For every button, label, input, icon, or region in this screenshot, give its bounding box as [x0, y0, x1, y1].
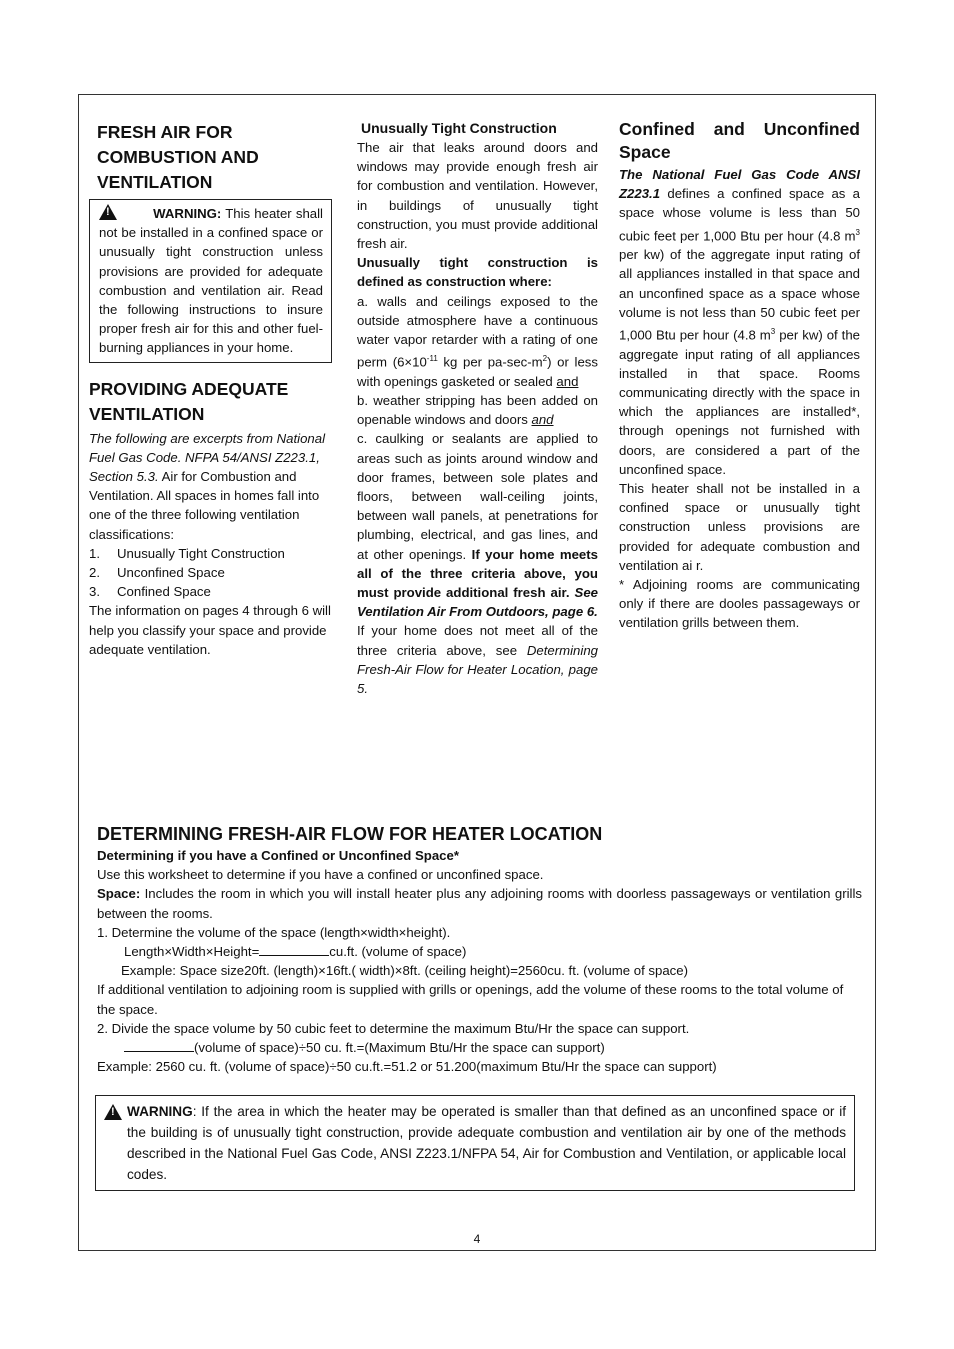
- bottom-warning-box: [95, 1095, 855, 1191]
- heading-confined-space: Confined and Unconfined Space: [619, 119, 860, 162]
- column-right: [619, 118, 860, 633]
- page-number: 4: [473, 1232, 481, 1246]
- criterion-c: c. caulking or sealants are applied to areas such as joints around window and door frames, between sole plates and floors, between wall-ceiling joints, between wall panels, at penetrations for plumbing, electrical, and gas lines, and at other openings. If your home meets all of the three criteria above, you must provide additional fresh air. See Ventilation Air From Outdoors, page 6.: [357, 431, 598, 620]
- heading-fresh-air: FRESH AIR FOR COMBUSTION AND VENTILATION: [97, 122, 259, 192]
- worksheet-intro: Use this worksheet to determine if you have a confined or unconfined space.: [97, 867, 544, 883]
- criterion-b: b. weather stripping has been added on openable windows and doors and: [357, 393, 598, 428]
- blank-line: [124, 1039, 194, 1052]
- worksheet-section: [97, 822, 862, 1076]
- list-item: 3. Confined Space: [89, 584, 211, 600]
- space-definition: Space: Includes the room in which you will install heater plus any adjoining rooms with doorless passageways or ventilation grills between the rooms.: [97, 886, 862, 921]
- final-paragraph: If your home does not meet all of the three criteria above, see Determining Fresh-Air Flow for Heater Location, page 5.: [357, 623, 598, 697]
- column-left: [89, 120, 332, 659]
- step-1: 1. Determine the volume of the space (length×width×height).: [97, 924, 451, 940]
- step-1-example: Example: Space size20ft. (length)×16ft.( width)×8ft. (ceiling height)=2560cu. ft. (volume of space): [121, 963, 688, 979]
- bottom-warning-text: WARNING: If the area in which the heater may be operated is smaller than that defined as an unconfined space or if the building is of unusually tight construction, provide adequate combustion and ventilation air by one of the methods described in the National Fuel Gas Code, ANSI Z223.1/NFPA 54, Air for Combustion and Ventilation, or applicable local codes.: [127, 1104, 846, 1182]
- intro-italic: The following are excerpts from National Fuel Gas Code. NFPA 54/ANSI Z223.1, Section 5.3.: [89, 430, 326, 485]
- list-item: 2. Unconfined Space: [89, 565, 225, 581]
- step-2-example: Example: 2560 cu. ft. (volume of space)÷50 cu.ft.=51.2 or 51.200(maximum Btu/Hr the space can support): [97, 1059, 717, 1075]
- warning-triangle-icon: [99, 204, 117, 220]
- warning-label: WARNING:: [153, 206, 222, 221]
- blank-line: [259, 943, 329, 956]
- criterion-a: a. walls and ceilings exposed to the outside atmosphere have a continuous water vapor retarder with a rating of one perm ($6\times 10^{-11}$ kg per $pa-\sec-m^2$) or less with openings gasketed or sealed and: [357, 293, 598, 389]
- definition-paragraph: The National Fuel Gas Code ANSI Z223.1 defines a confined space as a space whose volume is less than 50 cubic feet per 1,000 Btu per hour (4.8 $m^3$ per kw) of the aggregate input rating of all appliances installed in that space and an unconfined space as a space whose volume is not less than 50 cubic feet per 1,000 Btu per hour (4.8 $m^3$ per kw) of the aggregate input rating of all appliances installed in that space. Rooms communicating directly with the space in which the appliances are installed*, through openings not furnished with doors, are considered a part of the unconfined space.: [619, 167, 860, 477]
- installation-paragraph: This heater shall not be installed in a confined space or unusually tight construction unless provisions are provided for adequate combustion and ventilation ai r.: [619, 481, 860, 573]
- heading-providing-ventilation: PROVIDING ADEQUATE VENTILATION: [89, 378, 289, 424]
- warning-box: [89, 199, 332, 363]
- step-2-formula: (volume of space)÷50 cu. ft.=(Maximum Btu/Hr the space can support): [97, 1038, 862, 1057]
- heading-tight-construction: Unusually Tight Construction: [361, 120, 557, 136]
- closing-paragraph: The information on pages 4 through 6 will help you classify your space and provide adequate ventilation.: [89, 603, 331, 657]
- intro-rest: Air for Combustion and Ventilation. All spaces in homes fall into one of the three following ventilation classifications:: [89, 469, 320, 542]
- list-item: 1. Unusually Tight Construction: [89, 545, 285, 561]
- definition-heading: Unusually tight construction is defined as construction where:: [357, 255, 598, 290]
- warning-triangle-icon: [104, 1104, 122, 1120]
- intro-paragraph: [89, 429, 332, 544]
- column-middle: [357, 119, 598, 698]
- classification-list: [89, 544, 332, 602]
- warning-paragraph: [99, 204, 323, 358]
- step-2: 2. Divide the space volume by 50 cubic feet to determine the maximum Btu/Hr the space can support.: [97, 1020, 690, 1036]
- worksheet-subheading: Determining if you have a Confined or Unconfined Space*: [97, 848, 459, 863]
- step-1-note: If additional ventilation to adjoining room is supplied with grills or openings, add the volume of these rooms to the total volume of the space.: [97, 982, 844, 1017]
- footnote-paragraph: * Adjoining rooms are communicating only if there are dooles passageways or ventilation grills between them.: [619, 577, 860, 631]
- step-1-formula: Length×Width×Height= cu.ft. (volume of space): [124, 944, 467, 960]
- heading-determining-flow: DETERMINING FRESH-AIR FLOW FOR HEATER LOCATION: [97, 824, 603, 844]
- tight-paragraph: The air that leaks around doors and windows may provide enough fresh air for combustion and ventilation. However, in buildings of unusually tight construction, you must provide additional fresh air.: [357, 140, 598, 252]
- warning-text: This heater shall not be installed in a confined space or unusually tight construction unless provisions are provided for adequate combustion and ventilation air. Read the following instructions to insure proper fresh air for this and other fuel-burning appliances in your home.: [99, 206, 323, 356]
